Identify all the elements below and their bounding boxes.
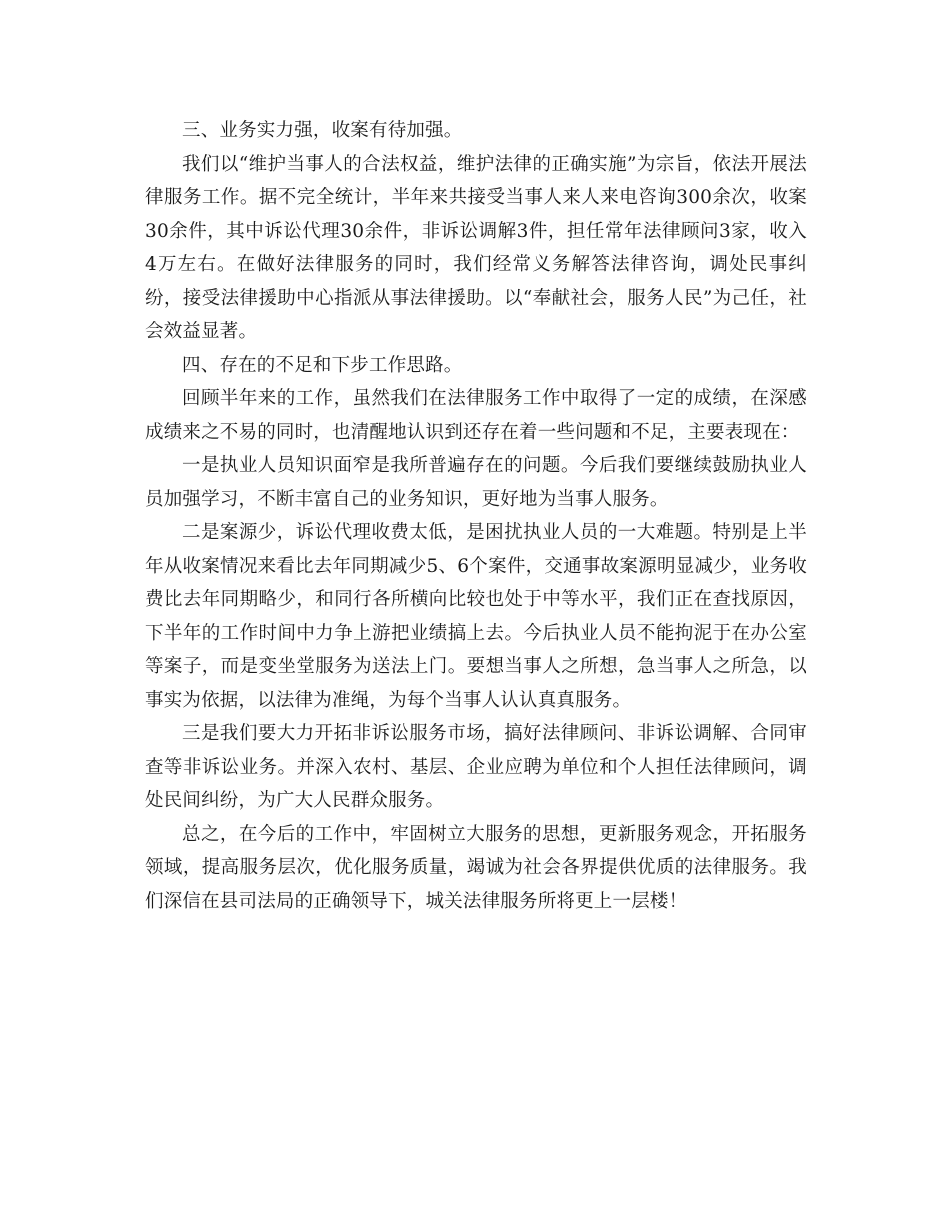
document-body bbox=[145, 114, 807, 918]
paragraph-conclusion: 总之，在今后的工作中，牢固树立大服务的思想，更新服务观念，开拓服务领域，提高服务层次，优化服务质量，竭诚为社会各界提供优质的法律服务。我们深信在县司法局的正确领导下，城关法律服务所将更上一层楼！ bbox=[145, 823, 807, 912]
paragraph-issue-three: 三是我们要大力开拓非诉讼服务市场，搞好法律顾问、非诉讼调解、合同审查等非诉讼业务。并深入农村、基层、企业应聘为单位和个人担任法律顾问，调处民间纠纷，为广大人民群众服务。 bbox=[145, 723, 807, 811]
paragraph-issue-one: 一是执业人员知识面窄是我所普遍存在的问题。今后我们要继续鼓励执业人员加强学习，不断丰富自己的业务知识，更好地为当事人服务。 bbox=[145, 455, 807, 510]
paragraph-issue-two: 二是案源少，诉讼代理收费太低，是困扰执业人员的一大难题。特别是上半年从收案情况来看比去年同期减少5、6个案件，交通事故案源明显减少，业务收费比去年同期略少，和同行各所横向比较也处于中等水平，我们正在查找原因，下半年的工作时间中力争上游把业绩搞上去。今后执业人员不能拘泥于在办公室等案子，而是变坐堂服务为送法上门。要想当事人之所想，急当事人之所急，以事实为依据，以法律为准绳，为每个当事人认认真真服务。 bbox=[145, 522, 807, 711]
section-heading-three: 三、业务实力强，收案有待加强。 bbox=[182, 120, 463, 141]
paragraph-review: 回顾半年来的工作，虽然我们在法律服务工作中取得了一定的成绩，在深感成绩来之不易的同时，也清醒地认识到还存在着一些问题和不足，主要表现在： bbox=[145, 388, 807, 443]
section-heading-four: 四、存在的不足和下步工作思路。 bbox=[182, 354, 463, 376]
paragraph-business-summary: 我们以“维护当事人的合法权益，维护法律的正确实施”为宗旨，依法开展法律服务工作。据不完全统计，半年来共接受当事人来人来电咨询300余次，收案30余件，其中诉讼代理30余件，非诉讼调解3件，担任常年法律顾问3家，收入4万左右。在做好法律服务的同时，我们经常义务解答法律咨询，调处民事纠纷，接受法律援助中心指派从事法律援助。以“奉献社会，服务人民”为己任，社会效益显著。 bbox=[145, 153, 807, 342]
